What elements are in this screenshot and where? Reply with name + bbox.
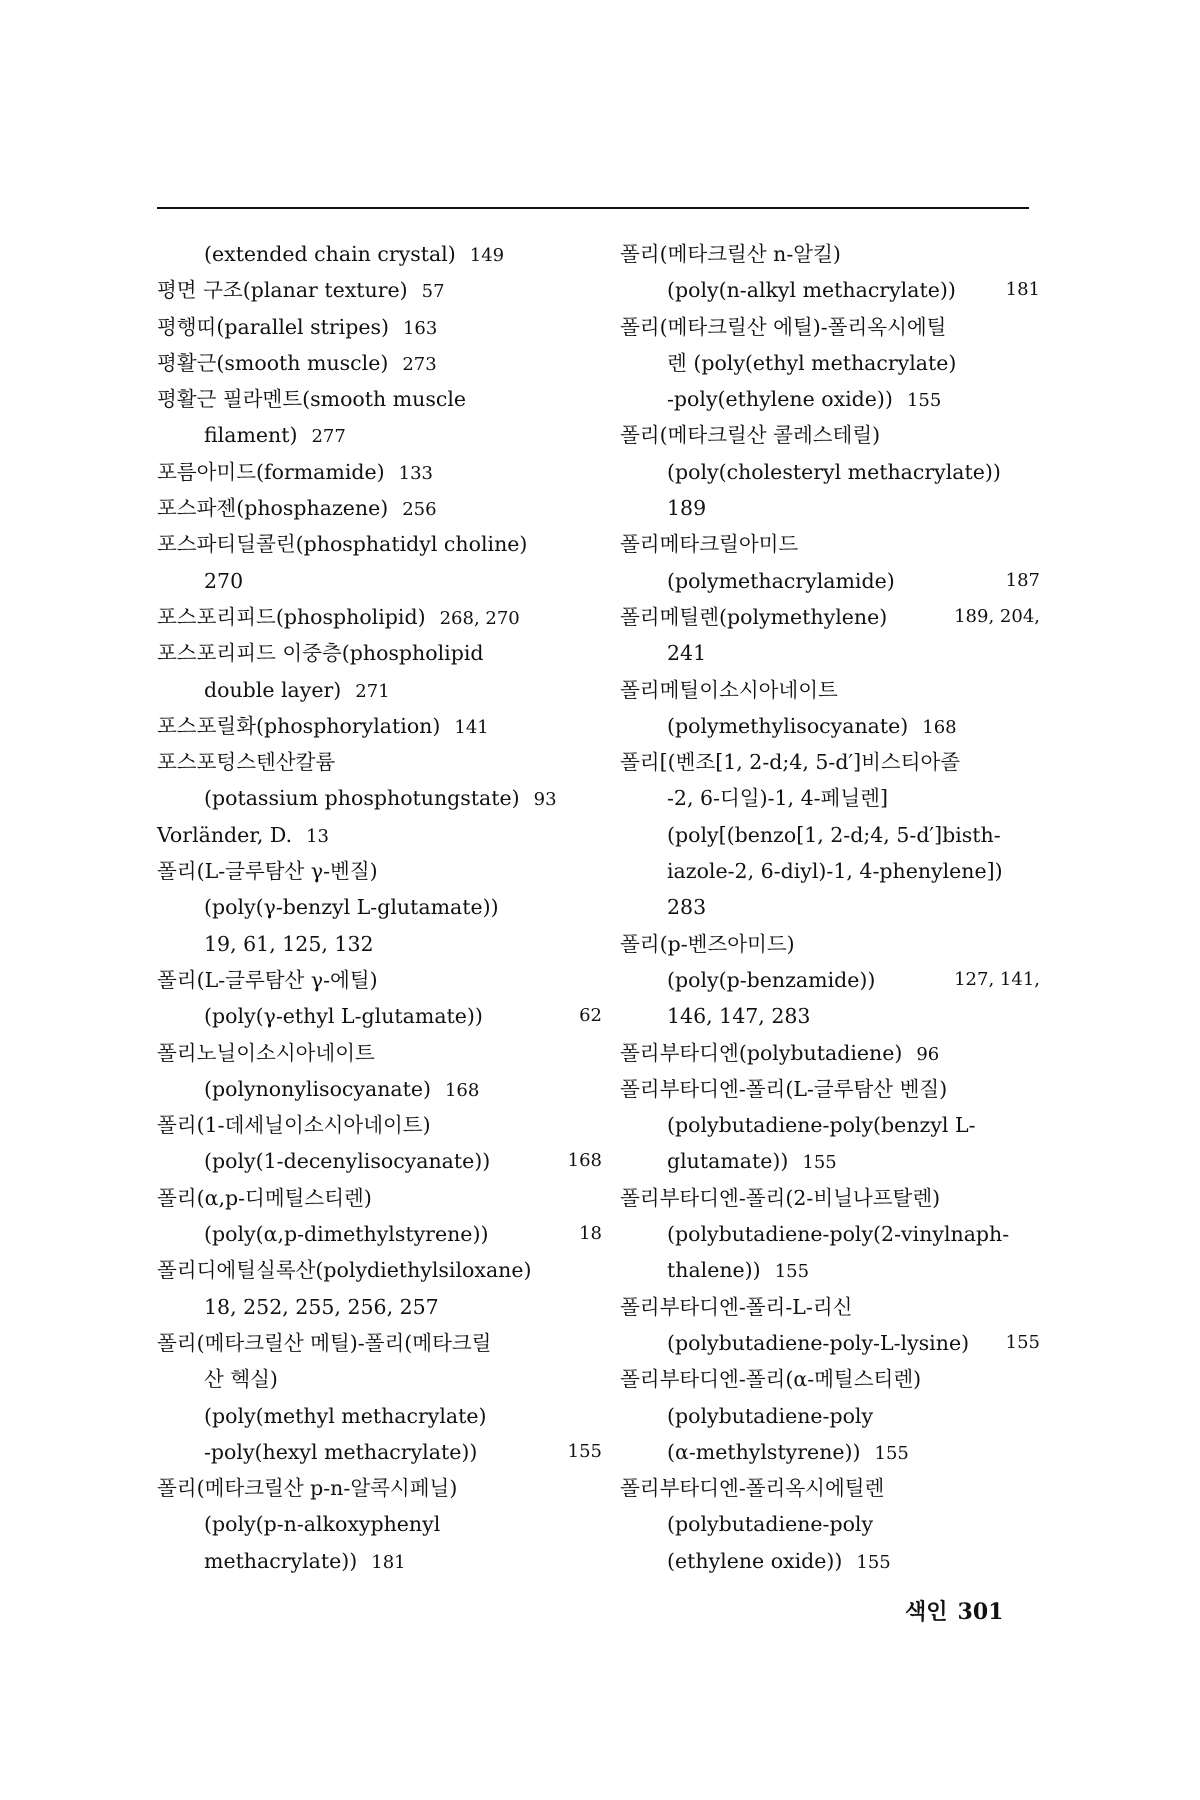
index-entry-line [157, 1398, 602, 1434]
index-page-ref: 155 [774, 1261, 810, 1283]
index-entry-line [620, 1361, 1040, 1397]
index-page-ref: 181 [1005, 279, 1040, 301]
index-term: 포스파젠(phosphazene) [157, 496, 389, 521]
index-column-left [157, 236, 602, 1579]
index-entry-line [157, 1071, 602, 1107]
index-entry-line [620, 345, 1040, 381]
index-page-ref: 62 [579, 1005, 602, 1027]
index-entry-line [157, 926, 602, 962]
index-entry-line [157, 1180, 602, 1216]
index-term: 포스포리피드(phospholipid) [157, 604, 426, 629]
index-page-ref: 168 [922, 716, 957, 738]
index-term: 평면 구조(planar texture) [157, 278, 408, 303]
index-term: 폴리(메타크릴산 n-알킬) [620, 242, 841, 266]
index-entry-line [620, 1216, 1040, 1252]
index-term: filament) [204, 423, 298, 448]
index-term: 렌 (poly(ethyl methacrylate) [667, 350, 957, 375]
index-term: 146, 147, 283 [667, 1004, 811, 1029]
index-term: 18, 252, 255, 256, 257 [204, 1294, 439, 1319]
index-page-ref: 155 [906, 390, 942, 412]
index-term: (poly(γ-ethyl L-glutamate)) [204, 1004, 483, 1029]
index-entry-line [620, 672, 1040, 708]
index-entry-line [157, 1325, 602, 1361]
index-term: 포스포텅스텐산칼륨 [157, 750, 336, 775]
index-term: 폴리부타디엔-폴리(2-비닐나프탈렌) [620, 1185, 941, 1210]
index-term: 포스포릴화(phosphorylation) [157, 713, 441, 738]
index-term: iazole-2, 6-diyl)-1, 4-phenylene]) [667, 859, 1003, 884]
index-entry-line [157, 853, 602, 889]
index-entry-line [620, 563, 1040, 599]
index-term: (polymethacrylamide) [667, 568, 895, 593]
index-term: (polybutadiene-poly(benzyl L- [667, 1113, 976, 1138]
index-term: 폴리(p-벤즈아미드) [620, 931, 795, 956]
index-entry-line [620, 708, 1040, 744]
index-term: 폴리부타디엔(polybutadiene) [620, 1040, 903, 1065]
index-term: 폴리부타디엔-폴리(α-메틸스티렌) [620, 1367, 922, 1392]
index-page-ref: 187 [1005, 569, 1040, 591]
index-entry-line [620, 1434, 1040, 1470]
index-term: 폴리(메타크릴산 메틸)-폴리(메타크릴 [157, 1330, 492, 1355]
index-entry-line [157, 526, 602, 562]
index-term: 폴리(메타크릴산 콜레스테릴) [620, 423, 881, 448]
index-term: 폴리부타디엔-폴리-L-리신 [620, 1294, 853, 1319]
index-term: double layer) [204, 677, 342, 702]
index-entry-line [620, 454, 1040, 490]
index-term: 폴리(α,p-디메틸스티렌) [157, 1185, 372, 1210]
index-term: -poly(hexyl methacrylate)) [204, 1439, 478, 1464]
index-entry-line [620, 817, 1040, 853]
index-entry-line [620, 381, 1040, 417]
index-entry-line [157, 1107, 602, 1143]
index-entry-line [157, 635, 602, 671]
index-entry-line [157, 1289, 602, 1325]
index-entry-line [620, 1543, 1040, 1579]
index-entry-line [157, 1143, 602, 1179]
index-term: (poly(n-alkyl methacrylate)) [667, 278, 956, 303]
index-page-ref: 268, 270 [439, 607, 520, 629]
index-entry-line [620, 272, 1040, 308]
index-term: Vorländer, D. [157, 822, 293, 847]
index-entry-line [620, 1506, 1040, 1542]
index-entry-line [620, 599, 1040, 635]
index-entry-line [157, 309, 602, 345]
index-entry-line [157, 1434, 602, 1470]
index-entry-line [620, 998, 1040, 1034]
index-page-ref: 155 [1005, 1331, 1040, 1353]
index-page-ref: 155 [802, 1152, 837, 1174]
index-term: -2, 6-디일)-1, 4-페닐렌] [667, 786, 888, 811]
index-entry-line [157, 1543, 602, 1579]
index-entry-line [620, 926, 1040, 962]
index-term: (extended chain crystal) [204, 242, 456, 266]
index-entry-line [157, 817, 602, 853]
index-entry-line [620, 744, 1040, 780]
index-term: 폴리(1-데세닐이소시아네이트) [157, 1113, 431, 1138]
page-footer [905, 1595, 1003, 1626]
index-entry-line [157, 1216, 602, 1252]
footer-label: 색인 [905, 1599, 948, 1625]
index-term: (poly(α,p-dimethylstyrene)) [204, 1222, 489, 1247]
header-rule [157, 207, 1029, 209]
index-term: 산 헥실) [204, 1367, 278, 1392]
index-term: glutamate)) [667, 1149, 789, 1174]
index-term: (poly(1-decenylisocyanate)) [204, 1149, 491, 1174]
index-page-ref: 163 [402, 317, 438, 339]
index-term: 283 [667, 895, 707, 920]
index-entry-line [157, 599, 602, 635]
index-entry-line [157, 417, 602, 453]
index-page-ref: 271 [355, 680, 390, 702]
index-term: (poly(cholesteryl methacrylate)) [667, 459, 1001, 484]
index-page-ref: 57 [421, 281, 445, 303]
index-entry-line [620, 1470, 1040, 1506]
index-term: -poly(ethylene oxide)) [667, 387, 893, 412]
index-page-ref: 13 [306, 825, 330, 847]
index-entry-line [157, 889, 602, 925]
index-entry-line [620, 853, 1040, 889]
index-entry-line [620, 526, 1040, 562]
index-term: (polybutadiene-poly-L-lysine) [667, 1330, 970, 1355]
index-page-ref: 181 [371, 1551, 406, 1573]
index-entry-line [620, 1398, 1040, 1434]
index-term: 폴리(메타크릴산 에틸)-폴리옥시에틸 [620, 314, 947, 339]
index-term: 폴리부타디엔-폴리(L-글루탐산 벤질) [620, 1076, 948, 1101]
index-term: (potassium phosphotungstate) [204, 786, 520, 811]
index-entry-line [157, 1470, 602, 1506]
index-entry-line [157, 962, 602, 998]
index-page-ref: 149 [469, 245, 505, 266]
index-term: 폴리노닐이소시아네이트 [157, 1040, 375, 1065]
index-term: (polybutadiene-poly [667, 1512, 874, 1537]
index-term: 평활근(smooth muscle) [157, 350, 389, 375]
index-term: 19, 61, 125, 132 [204, 931, 374, 956]
index-page-ref: 127, 141, [954, 968, 1040, 990]
index-term: methacrylate)) [204, 1548, 358, 1573]
index-term: thalene)) [667, 1258, 761, 1283]
index-page-ref: 155 [874, 1442, 909, 1464]
index-entry-line [157, 1035, 602, 1071]
index-page-ref: 277 [311, 426, 346, 448]
index-term: 폴리디에틸실록산(polydiethylsiloxane) [157, 1258, 532, 1283]
index-page-ref: 93 [533, 789, 557, 811]
index-term: 폴리메틸렌(polymethylene) [620, 604, 888, 629]
index-entry-line [620, 635, 1040, 671]
index-entry-line [620, 236, 1040, 272]
index-page-ref: 141 [454, 716, 489, 738]
index-page-ref: 168 [444, 1079, 480, 1101]
index-entry-line [157, 672, 602, 708]
index-term: 189 [667, 496, 707, 521]
index-page-ref: 273 [402, 353, 437, 375]
index-term: 폴리메틸이소시아네이트 [620, 677, 838, 702]
index-term: (poly(methyl methacrylate) [204, 1403, 487, 1428]
index-term: 270 [204, 568, 244, 593]
index-entry-line [157, 708, 602, 744]
index-entry-line [620, 309, 1040, 345]
index-entry-line [620, 1252, 1040, 1288]
index-entry-line [157, 381, 602, 417]
index-term: (polybutadiene-poly [667, 1403, 874, 1428]
index-term: 포름아미드(formamide) [157, 459, 385, 484]
index-term: (poly(p-n-alkoxyphenyl [204, 1512, 441, 1537]
index-entry-line [620, 1180, 1040, 1216]
index-entry-line [157, 345, 602, 381]
index-entry-line [157, 744, 602, 780]
index-page-ref: 96 [916, 1043, 940, 1065]
index-term: 평활근 필라멘트(smooth muscle [157, 387, 467, 412]
index-term: 평행띠(parallel stripes) [157, 314, 389, 339]
index-term: (ethylene oxide)) [667, 1548, 843, 1573]
index-entry-line [620, 962, 1040, 998]
index-entry-line [620, 417, 1040, 453]
index-term: (polybutadiene-poly(2-vinylnaph- [667, 1222, 1010, 1247]
index-term: (polynonylisocyanate) [204, 1076, 431, 1101]
index-entry-line [620, 490, 1040, 526]
index-term: (poly[(benzo[1, 2-d;4, 5-d′]bisth- [667, 822, 1001, 847]
index-term: (polymethylisocyanate) [667, 713, 909, 738]
index-entry-line [157, 454, 602, 490]
index-page-ref: 155 [567, 1440, 602, 1462]
index-term: 폴리[(벤조[1, 2-d;4, 5-d′]비스티아졸 [620, 750, 961, 775]
index-page-ref: 18 [579, 1223, 602, 1245]
index-entry-line [620, 1325, 1040, 1361]
index-entry-line [157, 1252, 602, 1288]
index-page-ref: 168 [567, 1150, 602, 1172]
index-column-right [620, 236, 1040, 1579]
page-number: 301 [957, 1599, 1004, 1625]
index-entry-line [620, 889, 1040, 925]
index-entry-line [620, 780, 1040, 816]
index-entry-line [157, 1361, 602, 1397]
index-term: 폴리메타크릴아미드 [620, 532, 799, 557]
index-term: 포스파티딜콜린(phosphatidyl choline) [157, 532, 528, 557]
index-entry-line [157, 563, 602, 599]
index-entry-line [157, 490, 602, 526]
index-entry-line [620, 1107, 1040, 1143]
index-term: (poly(γ-benzyl L-glutamate)) [204, 895, 499, 920]
index-term: (α-methylstyrene)) [667, 1439, 861, 1464]
index-term: 폴리(L-글루탐산 γ-에틸) [157, 967, 378, 992]
index-entry-line [620, 1143, 1040, 1179]
index-entry-line [157, 236, 602, 272]
index-entry-line [620, 1071, 1040, 1107]
index-term: 폴리(L-글루탐산 γ-벤질) [157, 859, 378, 884]
index-entry-line [157, 780, 602, 816]
index-term: 포스포리피드 이중층(phospholipid [157, 641, 484, 666]
index-page-ref: 133 [398, 462, 434, 484]
index-entry-line [157, 998, 602, 1034]
index-entry-line [157, 272, 602, 308]
index-entry-line [620, 1289, 1040, 1325]
index-page-ref: 155 [856, 1551, 891, 1573]
index-term: 241 [667, 641, 707, 666]
index-term: 폴리(메타크릴산 p-n-알콕시페닐) [157, 1476, 458, 1501]
index-entry-line [157, 1506, 602, 1542]
index-entry-line [620, 1035, 1040, 1071]
index-term: (poly(p-benzamide)) [667, 967, 876, 992]
index-page-ref: 189, 204, [954, 605, 1040, 627]
index-term: 폴리부타디엔-폴리옥시에틸렌 [620, 1476, 885, 1501]
index-page-ref: 256 [402, 499, 437, 521]
